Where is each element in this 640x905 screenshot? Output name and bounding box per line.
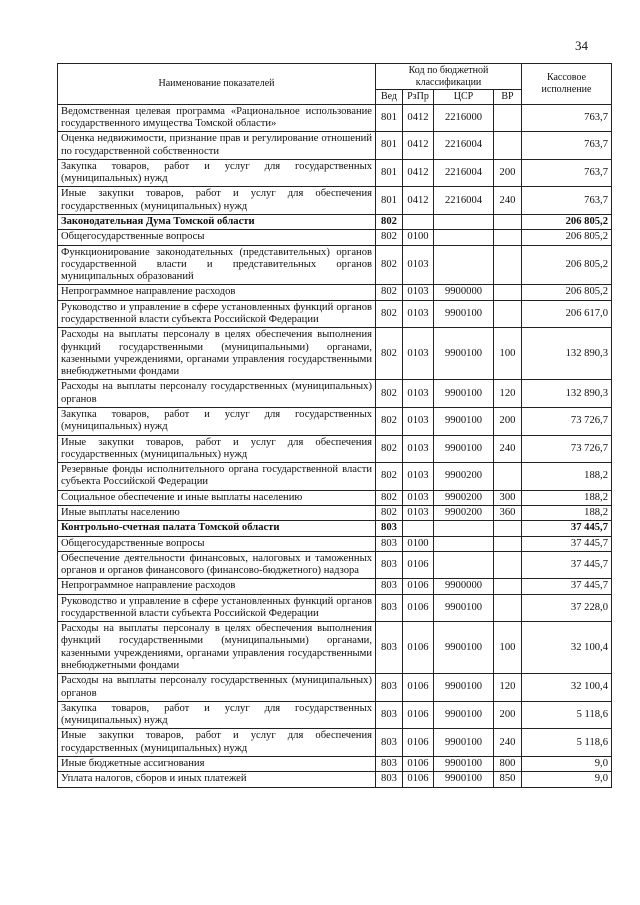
cell-rzpr — [403, 215, 434, 230]
table-row — [58, 757, 612, 772]
cell-rzpr: 0106 — [403, 622, 434, 674]
cell-vr — [494, 521, 522, 536]
cell-name: Общегосударственные вопросы — [58, 230, 376, 245]
cell-vr: 360 — [494, 505, 522, 520]
cell-csr: 2216004 — [434, 187, 494, 215]
cell-rzpr: 0412 — [403, 159, 434, 187]
table-row — [58, 551, 612, 579]
cell-amount: 37 445,7 — [522, 579, 612, 594]
cell-name: Закупка товаров, работ и услуг для государственных (муниципальных) нужд — [58, 407, 376, 435]
cell-amount: 763,7 — [522, 132, 612, 160]
cell-name: Социальное обеспечение и иные выплаты населению — [58, 490, 376, 505]
cell-ved: 802 — [376, 215, 403, 230]
cell-name: Руководство и управление в сфере установленных функций органов государственной власти субъекта Российской Федерации — [58, 594, 376, 622]
cell-csr: 9900100 — [434, 594, 494, 622]
cell-amount: 188,2 — [522, 505, 612, 520]
header-vr: ВР — [494, 90, 522, 105]
table-row — [58, 579, 612, 594]
cell-amount: 9,0 — [522, 757, 612, 772]
cell-ved: 801 — [376, 159, 403, 187]
cell-vr — [494, 579, 522, 594]
cell-csr: 9900100 — [434, 772, 494, 787]
table-row — [58, 594, 612, 622]
cell-csr: 9900100 — [434, 380, 494, 408]
cell-name: Ведомственная целевая программа «Рациональное использование государственного имущества Томской области» — [58, 104, 376, 132]
cell-name: Иные бюджетные ассигнования — [58, 757, 376, 772]
cell-csr: 2216004 — [434, 159, 494, 187]
cell-ved: 802 — [376, 230, 403, 245]
cell-name: Общегосударственные вопросы — [58, 536, 376, 551]
cell-ved: 802 — [376, 490, 403, 505]
cell-vr: 120 — [494, 380, 522, 408]
cell-amount: 5 118,6 — [522, 729, 612, 757]
cell-vr — [494, 245, 522, 285]
cell-csr: 9900200 — [434, 463, 494, 491]
table-row — [58, 132, 612, 160]
cell-rzpr: 0103 — [403, 407, 434, 435]
cell-name: Иные закупки товаров, работ и услуг для обеспечения государственных (муниципальных) нужд — [58, 729, 376, 757]
cell-name: Расходы на выплаты персоналу в целях обеспечения выполнения функций государственными (муниципальными) органами, казенными учреждениями, органами управления государственными внебюджетными фондами — [58, 622, 376, 674]
cell-ved: 801 — [376, 132, 403, 160]
cell-amount: 763,7 — [522, 187, 612, 215]
cell-amount: 206 805,2 — [522, 245, 612, 285]
cell-vr — [494, 285, 522, 300]
cell-rzpr: 0106 — [403, 579, 434, 594]
cell-vr: 100 — [494, 328, 522, 380]
cell-csr: 9900100 — [434, 729, 494, 757]
cell-csr: 2216004 — [434, 132, 494, 160]
cell-ved: 802 — [376, 380, 403, 408]
cell-vr — [494, 551, 522, 579]
header-rzpr: РзПр — [403, 90, 434, 105]
cell-rzpr: 0100 — [403, 230, 434, 245]
cell-csr: 9900100 — [434, 435, 494, 463]
table-row — [58, 536, 612, 551]
cell-name: Законодательная Дума Томской области — [58, 215, 376, 230]
cell-ved: 803 — [376, 551, 403, 579]
cell-amount: 132 890,3 — [522, 380, 612, 408]
cell-amount: 37 445,7 — [522, 521, 612, 536]
cell-ved: 803 — [376, 521, 403, 536]
table-row — [58, 622, 612, 674]
cell-csr: 9900100 — [434, 407, 494, 435]
header-csr: ЦСР — [434, 90, 494, 105]
cell-amount: 37 445,7 — [522, 536, 612, 551]
cell-rzpr: 0103 — [403, 380, 434, 408]
cell-rzpr: 0106 — [403, 594, 434, 622]
cell-amount: 206 805,2 — [522, 230, 612, 245]
table-row — [58, 407, 612, 435]
cell-rzpr: 0103 — [403, 285, 434, 300]
cell-vr — [494, 215, 522, 230]
cell-amount: 73 726,7 — [522, 407, 612, 435]
cell-rzpr: 0103 — [403, 328, 434, 380]
cell-ved: 803 — [376, 674, 403, 702]
table-row — [58, 380, 612, 408]
cell-name: Контрольно-счетная палата Томской области — [58, 521, 376, 536]
cell-csr: 9900100 — [434, 300, 494, 328]
cell-name: Непрограммное направление расходов — [58, 285, 376, 300]
table-row — [58, 159, 612, 187]
cell-rzpr: 0106 — [403, 701, 434, 729]
cell-name: Непрограммное направление расходов — [58, 579, 376, 594]
cell-ved: 802 — [376, 245, 403, 285]
cell-rzpr — [403, 521, 434, 536]
cell-amount: 32 100,4 — [522, 674, 612, 702]
cell-amount: 206 805,2 — [522, 285, 612, 300]
cell-rzpr: 0412 — [403, 187, 434, 215]
cell-vr — [494, 594, 522, 622]
cell-ved: 803 — [376, 579, 403, 594]
cell-vr: 240 — [494, 435, 522, 463]
table-row — [58, 772, 612, 787]
cell-name: Обеспечение деятельности финансовых, налоговых и таможенных органов и органов финансового (финансово-бюджетного) надзора — [58, 551, 376, 579]
page-number: 34 — [575, 38, 588, 53]
table-row — [58, 245, 612, 285]
cell-amount: 132 890,3 — [522, 328, 612, 380]
cell-rzpr: 0103 — [403, 300, 434, 328]
cell-name: Уплата налогов, сборов и иных платежей — [58, 772, 376, 787]
cell-csr — [434, 521, 494, 536]
cell-csr: 9900100 — [434, 757, 494, 772]
cell-csr: 2216000 — [434, 104, 494, 132]
cell-amount: 763,7 — [522, 104, 612, 132]
cell-vr: 850 — [494, 772, 522, 787]
cell-csr: 9900000 — [434, 285, 494, 300]
cell-ved: 803 — [376, 594, 403, 622]
cell-name: Закупка товаров, работ и услуг для государственных (муниципальных) нужд — [58, 701, 376, 729]
cell-amount: 188,2 — [522, 463, 612, 491]
table-row — [58, 674, 612, 702]
header-code-group: Код по бюджетной классификации — [376, 64, 522, 90]
cell-rzpr: 0103 — [403, 490, 434, 505]
cell-ved: 803 — [376, 536, 403, 551]
table-row — [58, 104, 612, 132]
cell-amount: 32 100,4 — [522, 622, 612, 674]
cell-vr: 300 — [494, 490, 522, 505]
header-ved: Вед — [376, 90, 403, 105]
cell-vr: 240 — [494, 729, 522, 757]
cell-ved: 802 — [376, 328, 403, 380]
cell-csr: 9900100 — [434, 622, 494, 674]
table-row — [58, 230, 612, 245]
cell-rzpr: 0103 — [403, 505, 434, 520]
cell-amount: 37 228,0 — [522, 594, 612, 622]
table-row — [58, 701, 612, 729]
cell-csr — [434, 551, 494, 579]
table-row — [58, 215, 612, 230]
cell-amount: 5 118,6 — [522, 701, 612, 729]
cell-name: Расходы на выплаты персоналу государственных (муниципальных) органов — [58, 380, 376, 408]
cell-ved: 803 — [376, 729, 403, 757]
cell-vr — [494, 230, 522, 245]
cell-rzpr: 0106 — [403, 674, 434, 702]
table-row — [58, 729, 612, 757]
table-row — [58, 435, 612, 463]
table-row — [58, 490, 612, 505]
table-row — [58, 300, 612, 328]
cell-name: Руководство и управление в сфере установленных функций органов государственной власти субъекта Российской Федерации — [58, 300, 376, 328]
cell-vr: 240 — [494, 187, 522, 215]
cell-rzpr: 0412 — [403, 104, 434, 132]
table-row — [58, 505, 612, 520]
cell-name: Иные закупки товаров, работ и услуг для обеспечения государственных (муниципальных) нужд — [58, 187, 376, 215]
cell-vr — [494, 132, 522, 160]
cell-rzpr: 0106 — [403, 772, 434, 787]
cell-amount: 206 617,0 — [522, 300, 612, 328]
cell-amount: 206 805,2 — [522, 215, 612, 230]
cell-ved: 802 — [376, 285, 403, 300]
table-body — [58, 104, 612, 787]
cell-vr: 800 — [494, 757, 522, 772]
cell-ved: 801 — [376, 104, 403, 132]
cell-name: Закупка товаров, работ и услуг для государственных (муниципальных) нужд — [58, 159, 376, 187]
table-row — [58, 521, 612, 536]
cell-vr: 200 — [494, 407, 522, 435]
cell-ved: 802 — [376, 300, 403, 328]
cell-csr — [434, 215, 494, 230]
cell-vr — [494, 463, 522, 491]
cell-name: Расходы на выплаты персоналу государственных (муниципальных) органов — [58, 674, 376, 702]
budget-table — [57, 63, 612, 788]
cell-ved: 802 — [376, 407, 403, 435]
cell-rzpr: 0106 — [403, 757, 434, 772]
table-row — [58, 285, 612, 300]
cell-vr: 120 — [494, 674, 522, 702]
cell-csr: 9900100 — [434, 674, 494, 702]
cell-ved: 803 — [376, 757, 403, 772]
cell-vr — [494, 300, 522, 328]
cell-amount: 37 445,7 — [522, 551, 612, 579]
header-name: Наименование показателей — [58, 64, 376, 105]
cell-amount: 763,7 — [522, 159, 612, 187]
cell-rzpr: 0103 — [403, 435, 434, 463]
cell-name: Функционирование законодательных (представительных) органов государственной власти и представительных органов муниципальных образований — [58, 245, 376, 285]
cell-vr — [494, 104, 522, 132]
cell-csr — [434, 245, 494, 285]
cell-rzpr: 0100 — [403, 536, 434, 551]
cell-vr: 200 — [494, 701, 522, 729]
cell-rzpr: 0103 — [403, 463, 434, 491]
cell-ved: 802 — [376, 435, 403, 463]
cell-vr: 200 — [494, 159, 522, 187]
cell-rzpr: 0412 — [403, 132, 434, 160]
cell-name: Резервные фонды исполнительного органа государственной власти субъекта Российской Федерации — [58, 463, 376, 491]
cell-vr — [494, 536, 522, 551]
cell-ved: 803 — [376, 622, 403, 674]
cell-rzpr: 0106 — [403, 729, 434, 757]
header-amount: Кассовое исполнение — [522, 64, 612, 105]
cell-ved: 802 — [376, 463, 403, 491]
table-row — [58, 328, 612, 380]
cell-csr: 9900100 — [434, 701, 494, 729]
cell-csr — [434, 230, 494, 245]
cell-ved: 802 — [376, 505, 403, 520]
cell-ved: 801 — [376, 187, 403, 215]
cell-amount: 73 726,7 — [522, 435, 612, 463]
cell-ved: 803 — [376, 701, 403, 729]
cell-vr: 100 — [494, 622, 522, 674]
cell-amount: 188,2 — [522, 490, 612, 505]
cell-ved: 803 — [376, 772, 403, 787]
cell-csr: 9900100 — [434, 328, 494, 380]
cell-rzpr: 0103 — [403, 245, 434, 285]
cell-rzpr: 0106 — [403, 551, 434, 579]
cell-csr: 9900200 — [434, 490, 494, 505]
cell-name: Оценка недвижимости, признание прав и регулирование отношений по государственной собственности — [58, 132, 376, 160]
cell-csr: 9900000 — [434, 579, 494, 594]
cell-name: Иные закупки товаров, работ и услуг для обеспечения государственных (муниципальных) нужд — [58, 435, 376, 463]
table-row — [58, 187, 612, 215]
table-row — [58, 463, 612, 491]
cell-amount: 9,0 — [522, 772, 612, 787]
cell-name: Иные выплаты населению — [58, 505, 376, 520]
cell-name: Расходы на выплаты персоналу в целях обеспечения выполнения функций государственными (муниципальными) органами, казенными учреждениями, органами управления государственными внебюджетными фондами — [58, 328, 376, 380]
cell-csr: 9900200 — [434, 505, 494, 520]
cell-csr — [434, 536, 494, 551]
